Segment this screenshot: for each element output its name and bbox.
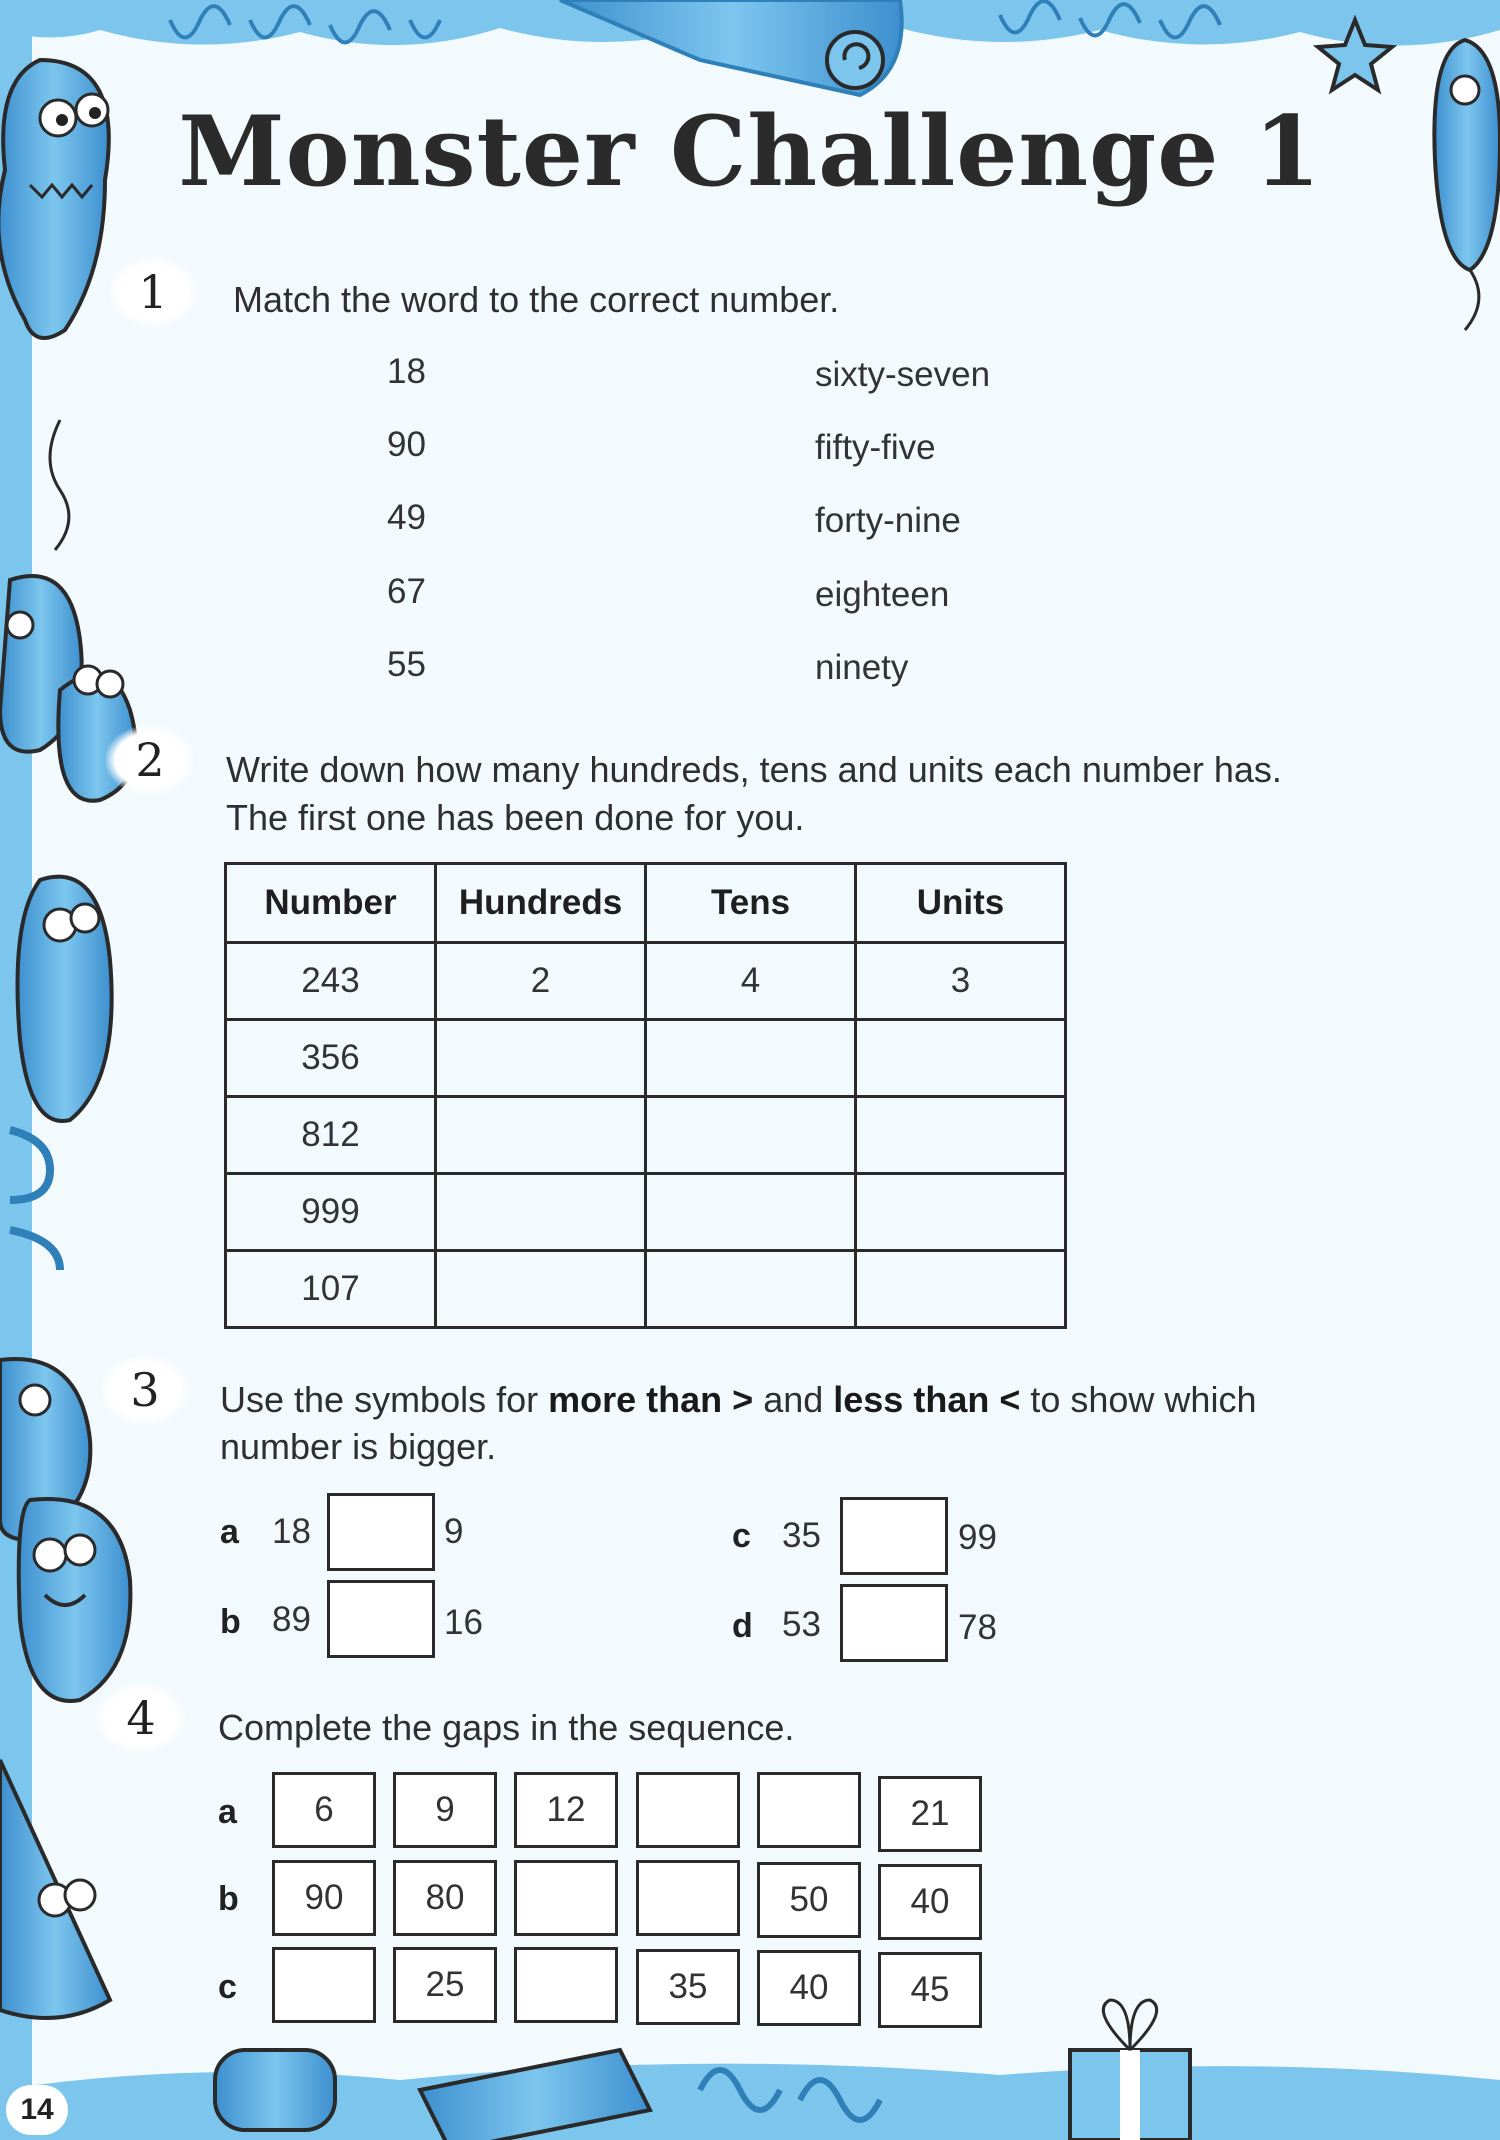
hundreds-answer-cell[interactable] (436, 1174, 646, 1251)
question-3-prompt-line2: number is bigger. (220, 1426, 497, 1467)
hundreds-cell: 2 (436, 943, 646, 1020)
number-cell: 999 (226, 1174, 436, 1251)
sequence-cell: 90 (272, 1860, 376, 1936)
sequence-cell: 9 (393, 1772, 497, 1848)
sequence-cell: 45 (878, 1952, 982, 2028)
sequence-gap-input[interactable] (514, 1860, 618, 1936)
symbol-answer-box[interactable] (327, 1580, 435, 1658)
table-row (226, 1020, 1066, 1097)
tens-answer-cell[interactable] (646, 1097, 856, 1174)
match-number[interactable]: 49 (387, 498, 426, 537)
sequence-cell: 40 (757, 1950, 861, 2026)
question-3-prompt-line1 (220, 1375, 1256, 1425)
table-row (226, 943, 1066, 1020)
question-4-prompt: Complete the gaps in the sequence. (218, 1707, 795, 1748)
item-label: c (732, 1517, 751, 1555)
column-header-tens: Tens (646, 864, 856, 943)
prompt-text: to show which (1020, 1379, 1257, 1420)
question-2-prompt-line1: Write down how many hundreds, tens and units each number has. (226, 749, 1282, 790)
number-cell: 356 (226, 1020, 436, 1097)
sequence-label: c (218, 1968, 237, 2006)
sequence-cell: 12 (514, 1772, 618, 1848)
question-3-number: 3 (100, 1355, 190, 1425)
item-label: a (220, 1513, 239, 1551)
left-number: 18 (272, 1512, 311, 1551)
units-cell: 3 (856, 943, 1066, 1020)
table-row (226, 1251, 1066, 1328)
number-cell: 812 (226, 1097, 436, 1174)
left-number: 35 (782, 1516, 821, 1555)
match-number[interactable]: 67 (387, 572, 426, 611)
prompt-text: and (753, 1379, 834, 1420)
table-row (226, 1097, 1066, 1174)
symbol-answer-box[interactable] (840, 1497, 948, 1575)
question-4-number: 4 (96, 1683, 186, 1753)
right-number: 9 (444, 1512, 464, 1551)
match-word[interactable]: eighteen (815, 575, 950, 614)
sequence-label: a (218, 1793, 237, 1831)
hundreds-answer-cell[interactable] (436, 1097, 646, 1174)
right-number: 99 (958, 1518, 997, 1557)
units-answer-cell[interactable] (856, 1251, 1066, 1328)
sequence-cell: 25 (393, 1947, 497, 2023)
right-number: 16 (444, 1603, 483, 1642)
question-1-number: 1 (108, 257, 198, 327)
prompt-text: Use the symbols for (220, 1379, 549, 1420)
match-number[interactable]: 55 (387, 645, 426, 684)
tens-cell: 4 (646, 943, 856, 1020)
match-number[interactable]: 90 (387, 425, 426, 464)
sequence-cell: 80 (393, 1860, 497, 1936)
table-row (226, 1174, 1066, 1251)
right-number: 78 (958, 1608, 997, 1647)
match-word[interactable]: fifty-five (815, 428, 936, 467)
hundreds-answer-cell[interactable] (436, 1251, 646, 1328)
sequence-gap-input[interactable] (757, 1772, 861, 1848)
more-than-term: more than > (548, 1379, 754, 1420)
sequence-gap-input[interactable] (514, 1947, 618, 2023)
sequence-cell: 50 (757, 1862, 861, 1938)
tens-answer-cell[interactable] (646, 1020, 856, 1097)
match-word[interactable]: forty-nine (815, 501, 961, 540)
page-title: Monster Challenge 1 (178, 95, 1322, 208)
match-number[interactable]: 18 (387, 352, 426, 391)
tens-answer-cell[interactable] (646, 1251, 856, 1328)
sequence-label: b (218, 1880, 239, 1918)
column-header-number: Number (226, 864, 436, 943)
place-value-table (224, 862, 1067, 1329)
sequence-gap-input[interactable] (636, 1860, 740, 1936)
units-answer-cell[interactable] (856, 1020, 1066, 1097)
sequence-gap-input[interactable] (636, 1772, 740, 1848)
sequence-cell: 6 (272, 1772, 376, 1848)
symbol-answer-box[interactable] (327, 1493, 435, 1571)
question-1-prompt: Match the word to the correct number. (233, 279, 840, 320)
units-answer-cell[interactable] (856, 1097, 1066, 1174)
item-label: d (732, 1607, 753, 1645)
sequence-gap-input[interactable] (272, 1947, 376, 2023)
less-than-term: less than < (833, 1379, 1021, 1420)
symbol-answer-box[interactable] (840, 1584, 948, 1662)
column-header-units: Units (856, 864, 1066, 943)
number-cell: 243 (226, 943, 436, 1020)
number-cell: 107 (226, 1251, 436, 1328)
page-number: 14 (6, 2085, 68, 2135)
left-number: 53 (782, 1605, 821, 1644)
hundreds-answer-cell[interactable] (436, 1020, 646, 1097)
column-header-hundreds: Hundreds (436, 864, 646, 943)
question-2-number: 2 (105, 725, 195, 795)
left-number: 89 (272, 1600, 311, 1639)
item-label: b (220, 1603, 241, 1641)
question-2-prompt-line2: The first one has been done for you. (226, 797, 805, 838)
match-word[interactable]: ninety (815, 648, 909, 687)
units-answer-cell[interactable] (856, 1174, 1066, 1251)
tens-answer-cell[interactable] (646, 1174, 856, 1251)
match-word[interactable]: sixty-seven (815, 355, 991, 394)
sequence-cell: 21 (878, 1776, 982, 1852)
sequence-cell: 40 (878, 1864, 982, 1940)
sequence-cell: 35 (636, 1949, 740, 2025)
table-header-row (226, 864, 1066, 943)
